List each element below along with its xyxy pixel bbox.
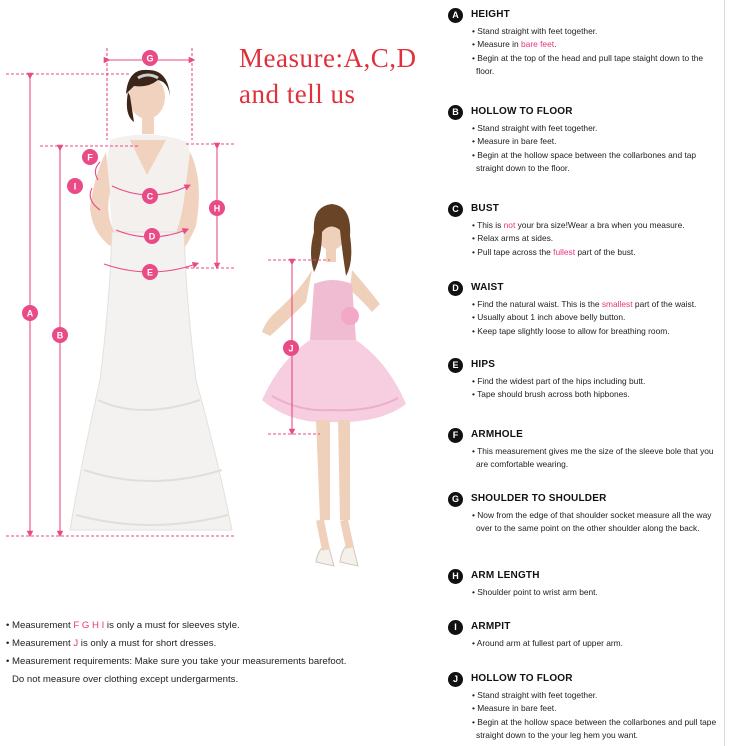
section-title: ARMPIT bbox=[471, 621, 511, 632]
section-title: ARM LENGTH bbox=[471, 570, 540, 581]
marker-a: A bbox=[26, 308, 34, 319]
frame-divider bbox=[724, 0, 725, 746]
section-title: HOLLOW TO FLOOR bbox=[471, 673, 573, 684]
instruction-line: • Stand straight with feet together. bbox=[472, 26, 598, 36]
instruction-line: • Now from the edge of that shoulder socket measure all the way over to the same point on the other shoulder along the back. bbox=[472, 510, 712, 534]
note-short-dress bbox=[6, 635, 426, 653]
instruction-highlight: bare feet bbox=[521, 39, 555, 50]
instruction-line: • Begin at the top of the head and pull tape staight down to the floor. bbox=[472, 52, 704, 76]
instruction-line: • Keep tape slightly loose to allow for breathing room. bbox=[472, 325, 670, 336]
instruction-line: • Measure in bare feet. bbox=[472, 136, 557, 147]
section-title: HEIGHT bbox=[471, 9, 510, 20]
instruction-line: • Shoulder point to wrist arm bent. bbox=[472, 587, 598, 597]
note-undergarments: Do not measure over clothing except undergarments. bbox=[12, 674, 239, 685]
marker-b: B bbox=[56, 330, 64, 341]
instruction-highlight: smallest bbox=[601, 299, 633, 309]
section-title: ARMHOLE bbox=[471, 429, 523, 440]
measurement-notes bbox=[6, 617, 426, 689]
instruction-line: • Usually about 1 inch above belly button. bbox=[472, 312, 626, 323]
instruction-highlight: fullest bbox=[553, 246, 576, 257]
badge-b: B bbox=[448, 105, 463, 120]
instruction-highlight: not bbox=[503, 220, 516, 230]
instruction-line: • Relax arms at sides. bbox=[472, 233, 554, 244]
instruction-line: • Begin at the hollow space between the collarbones and pull tape straight down to the your leg hem you want. bbox=[472, 716, 717, 740]
badge-d: D bbox=[448, 281, 463, 296]
instruction-line: • Find the widest part of the hips including butt. bbox=[472, 376, 646, 386]
section-title: BUST bbox=[471, 203, 500, 214]
marker-g: G bbox=[146, 53, 154, 64]
instruction-line: • Find the natural waist. This is the smallest part of the waist. bbox=[472, 299, 697, 309]
marker-e: E bbox=[146, 267, 154, 278]
section-title: WAIST bbox=[471, 282, 504, 293]
section-title: HIPS bbox=[471, 359, 496, 370]
instruction-line: • This measurement gives me the size of the sleeve bole that you are comfortable wearing. bbox=[472, 446, 714, 470]
instruction-line: • Stand straight with feet together. bbox=[472, 690, 598, 700]
instruction-line: • This is not your bra size!Wear a bra when you measure. bbox=[472, 220, 685, 230]
badge-g: G bbox=[448, 492, 463, 507]
note-requirements: • Measurement requirements: Make sure you take your measurements barefoot. bbox=[6, 656, 347, 667]
instruction-line: • Tape should brush across both hipbones. bbox=[472, 389, 630, 400]
note-text: • Measurement bbox=[6, 620, 74, 631]
note-highlight: F G H I bbox=[73, 620, 105, 631]
marker-i: I bbox=[73, 181, 77, 192]
bride-figure bbox=[70, 70, 232, 530]
headline-line2: and tell us bbox=[239, 79, 356, 109]
section-title: SHOULDER TO SHOULDER bbox=[471, 493, 607, 504]
marker-f: F bbox=[87, 152, 93, 163]
badge-f: F bbox=[448, 428, 463, 443]
note-text: is only a must for sleeves style. bbox=[104, 620, 240, 631]
instruction-line: • Begin at the hollow space between the collarbones and tap straight down to the floor. bbox=[472, 149, 697, 173]
headline-line1: Measure:A,C,D bbox=[239, 43, 417, 73]
badge-i: I bbox=[448, 620, 463, 635]
instruction-line: • Stand straight with feet together. bbox=[472, 123, 598, 133]
instruction-line: • Measure in bare feet. bbox=[472, 703, 557, 714]
badge-c: C bbox=[448, 202, 463, 217]
instruction-line: • Pull tape across the fullest part of the bust. bbox=[472, 246, 636, 257]
marker-h: H bbox=[213, 203, 221, 214]
instruction-line: • Measure in bare feet. bbox=[472, 39, 557, 50]
marker-d: D bbox=[148, 231, 156, 242]
note-text: is only a must for short dresses. bbox=[78, 638, 217, 649]
marker-c: C bbox=[146, 191, 154, 202]
note-highlight: J bbox=[73, 638, 79, 649]
badge-e: E bbox=[448, 358, 463, 373]
note-text: • Measurement bbox=[6, 638, 74, 649]
badge-j: J bbox=[448, 672, 463, 687]
instruction-line: • Around arm at fullest part of upper arm. bbox=[472, 638, 623, 648]
badge-h: H bbox=[448, 569, 463, 584]
note-sleeves bbox=[6, 617, 426, 635]
section-title: HOLLOW TO FLOOR bbox=[471, 106, 573, 117]
headline bbox=[239, 40, 416, 112]
short-dress-figure bbox=[262, 204, 406, 566]
marker-j: J bbox=[288, 343, 294, 354]
badge-a: A bbox=[448, 8, 463, 23]
